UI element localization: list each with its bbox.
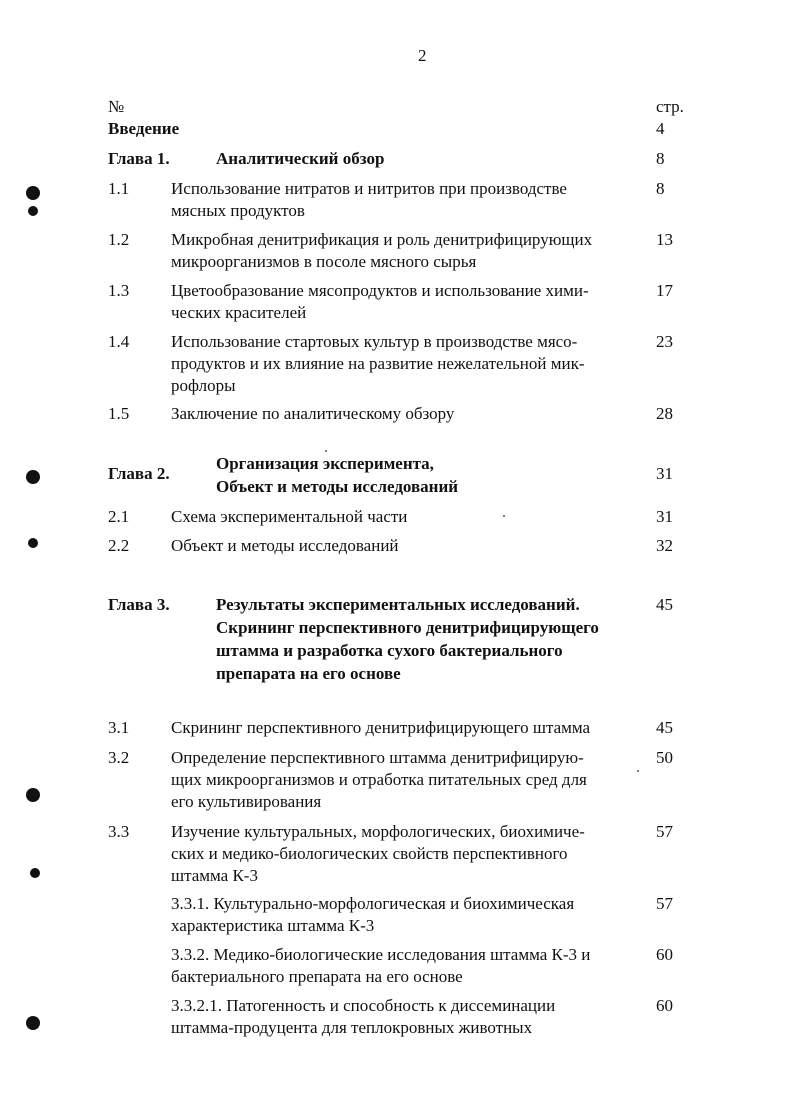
chapter-1-page: 8 [656,149,665,168]
section-3-2-title-line: его культивирования [171,792,322,811]
punch-hole [28,538,38,548]
section-3-3-number: 3.3 [108,822,130,841]
chapter-2-title-line: Объект и методы исследований [216,477,459,496]
section-3-2-title-line: щих микроорганизмов и отработка питательных сред для [171,770,587,789]
scan-speck [637,770,639,772]
scan-speck [503,515,505,517]
section-1-1-title-line: Использование нитратов и нитритов при производстве [171,179,567,198]
punch-hole [26,1016,40,1030]
section-1-4-title-line: рофлоры [171,376,236,395]
chapter-3-title-line: препарата на его основе [216,664,401,683]
chapter-3-title-line: штамма и разработка сухого бактериального [216,641,563,660]
section-2-1-page: 31 [656,507,673,526]
section-1-4-page: 23 [656,332,673,351]
section-3-1-page: 45 [656,718,673,737]
section-1-2-number: 1.2 [108,230,130,249]
section-1-1-number: 1.1 [108,179,130,198]
section-3-1-title-line: Скрининг перспективного денитрифицирующего штамма [171,718,591,737]
chapter-3-title-line: Скрининг перспективного денитрифицирующего [216,618,599,637]
section-3-3-page: 57 [656,822,673,841]
number-column-header: № [108,97,125,116]
chapter-2-page: 31 [656,464,673,483]
section-1-5-title-line: Заключение по аналитическому обзору [171,404,455,423]
section-1-4-number: 1.4 [108,332,130,351]
page-column-header: стр. [656,97,684,116]
section-2-2-number: 2.2 [108,536,130,555]
section-1-1-title-line: мясных продуктов [171,201,305,220]
section-3-2-title-line: Определение перспективного штамма денитрифицирую- [171,748,584,767]
punch-hole [30,868,40,878]
intro-title: Введение [108,119,180,138]
section-3-3-1-page: 57 [656,894,673,913]
section-3-3-2-1-page: 60 [656,996,673,1015]
section-2-2-title-line: Объект и методы исследований [171,536,399,555]
section-3-3-1-title-line: 3.3.1. Культурально-морфологическая и биохимическая [171,894,575,913]
chapter-3-label: Глава 3. [108,595,170,614]
section-3-3-title-line: штамма К-3 [171,866,258,885]
page-number: 2 [418,46,427,65]
section-1-2-page: 13 [656,230,673,249]
chapter-2-label: Глава 2. [108,464,170,483]
section-3-3-1-title-line: характеристика штамма К-3 [171,916,375,935]
section-1-4-title-line: Использование стартовых культур в производстве мясо- [171,332,578,351]
chapter-1-title: Аналитический обзор [216,149,385,168]
chapter-3-page: 45 [656,595,673,614]
section-3-3-2-1-title-line: штамма-продуцента для теплокровных животных [171,1018,533,1037]
section-3-2-number: 3.2 [108,748,130,767]
section-2-2-page: 32 [656,536,673,555]
section-2-1-number: 2.1 [108,507,130,526]
punch-hole [26,186,40,200]
section-3-1-number: 3.1 [108,718,130,737]
section-3-3-2-1-title-line: 3.3.2.1. Патогенность и способность к диссеминации [171,996,556,1015]
section-1-2-title-line: микроорганизмов в посоле мясного сырья [171,252,477,271]
punch-hole [26,788,40,802]
section-1-2-title-line: Микробная денитрификация и роль денитрифицирующих [171,230,593,249]
section-3-3-title-line: ских и медико-биологических свойств перспективного [171,844,568,863]
section-1-3-number: 1.3 [108,281,130,300]
section-3-3-2-title-line: бактериального препарата на его основе [171,967,463,986]
section-3-3-2-page: 60 [656,945,673,964]
section-1-5-number: 1.5 [108,404,130,423]
section-3-3-title-line: Изучение культуральных, морфологических, биохимиче- [171,822,585,841]
section-1-1-page: 8 [656,179,665,198]
section-1-4-title-line: продуктов и их влияние на развитие нежелательной мик- [171,354,585,373]
section-1-3-page: 17 [656,281,673,300]
chapter-2-title-line: Организация эксперимента, [216,454,434,473]
chapter-3-title-line: Результаты экспериментальных исследований. [216,595,580,614]
section-3-3-2-title-line: 3.3.2. Медико-биологические исследования штамма К-3 и [171,945,591,964]
punch-hole [26,470,40,484]
section-1-5-page: 28 [656,404,673,423]
section-1-3-title-line: ческих красителей [171,303,307,322]
section-1-3-title-line: Цветообразование мясопродуктов и использование хими- [171,281,589,300]
section-2-1-title-line: Схема экспериментальной части [171,507,408,526]
section-3-2-page: 50 [656,748,673,767]
punch-hole [28,206,38,216]
chapter-1-label: Глава 1. [108,149,170,168]
scan-speck [325,450,327,452]
intro-page: 4 [656,119,665,138]
